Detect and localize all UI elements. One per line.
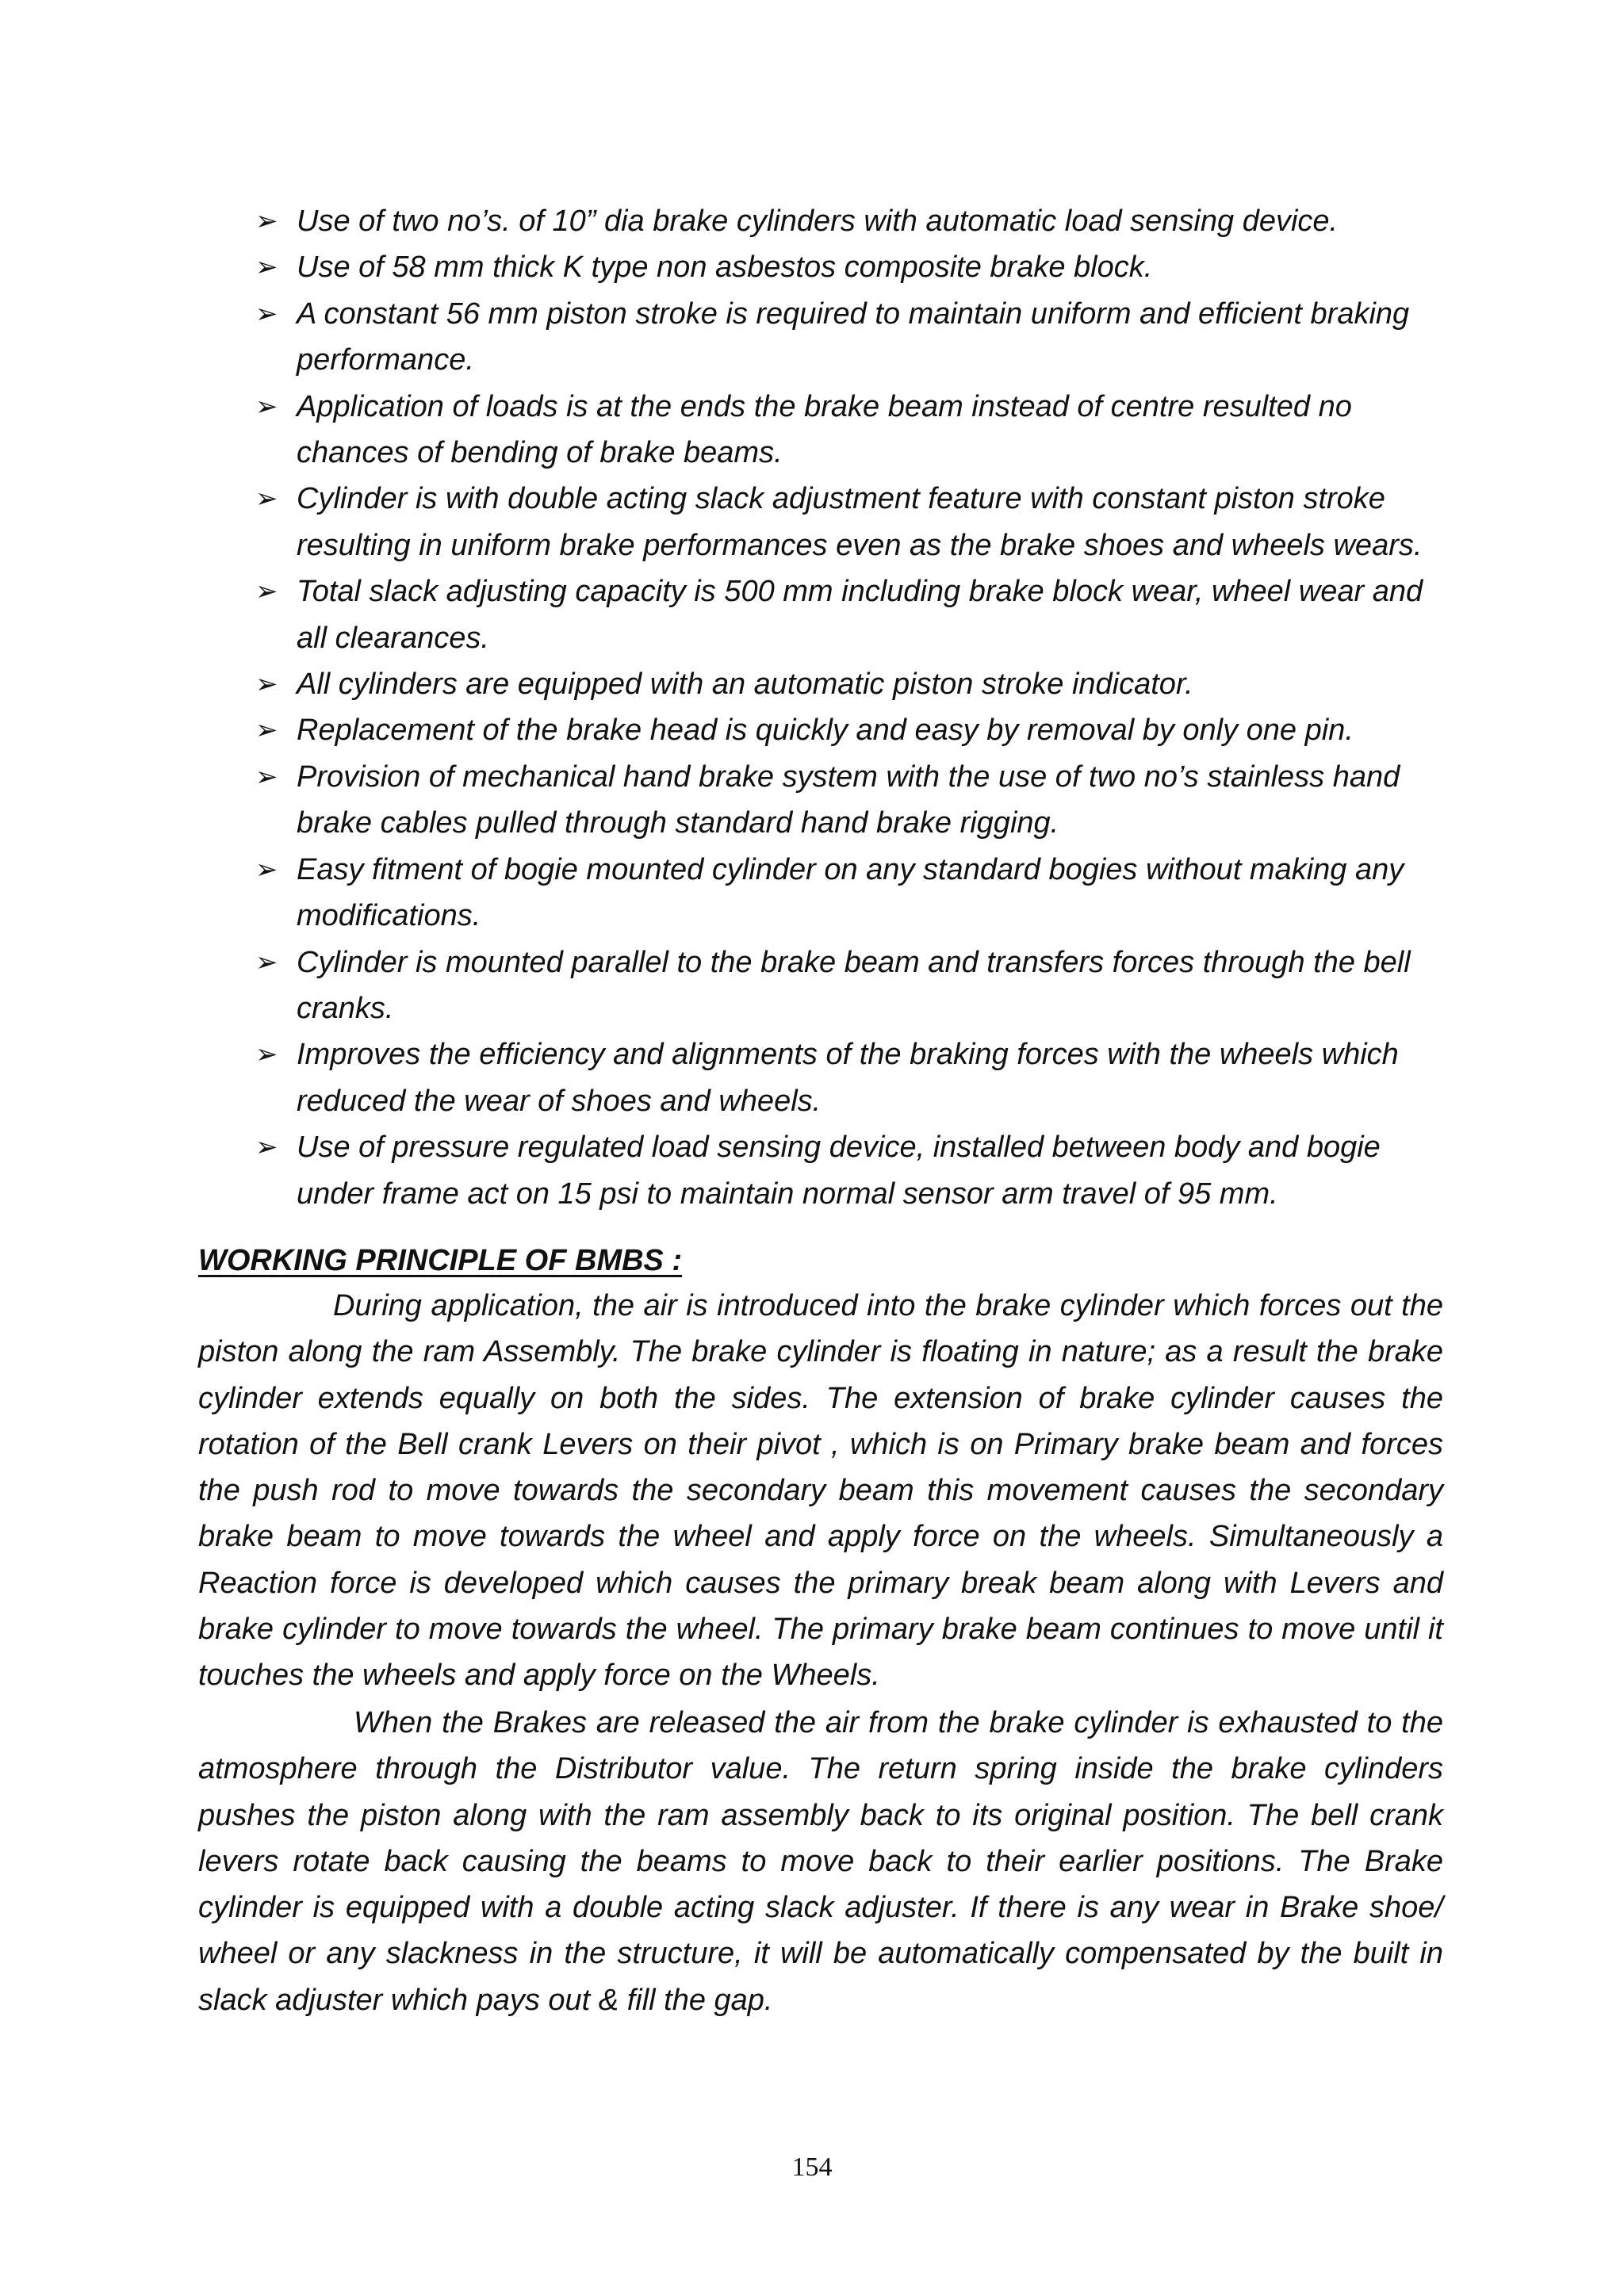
list-item-text: Replacement of the brake head is quickly and easy by removal by only one pin. bbox=[297, 714, 1354, 748]
list-item-text: A constant 56 mm piston stroke is required to maintain uniform and efficient braking performance. bbox=[297, 297, 1410, 377]
arrow-bullet-icon: ➢ bbox=[255, 761, 278, 792]
arrow-bullet-icon: ➢ bbox=[255, 391, 278, 422]
list-item bbox=[198, 244, 1443, 290]
list-item-text: Cylinder is mounted parallel to the brake beam and transfers forces through the bell cranks. bbox=[297, 945, 1411, 1025]
list-item-text: Improves the efficiency and alignments of the braking forces with the wheels which reduced the wear of shoes and wheels. bbox=[297, 1038, 1399, 1118]
list-item-text: Provision of mechanical hand brake system with the use of two no’s stainless hand brake cables pulled through standard hand brake rigging. bbox=[297, 760, 1400, 840]
arrow-bullet-icon: ➢ bbox=[255, 484, 278, 515]
arrow-bullet-icon: ➢ bbox=[255, 576, 278, 607]
list-item bbox=[198, 847, 1443, 939]
list-item bbox=[198, 1031, 1443, 1124]
list-item-text: Total slack adjusting capacity is 500 mm including brake block wear, wheel wear and all clearances. bbox=[297, 575, 1423, 655]
feature-bullet-list bbox=[198, 198, 1443, 1217]
working-principle-paragraph-1: During application, the air is introduced into the brake cylinder which forces out the piston along the ram Assembly. The brake cylinder is floating in nature; as a result the brake cylinder extends equally on both the sides. The extension of brake cylinder causes the rotation of the Bell crank Levers on their pivot , which is on Primary brake beam and forces the push rod to move towards the secondary beam this movement causes the secondary brake beam to move towards the wheel and apply force on the wheels. Simultaneously a Reaction force is developed which causes the primary break beam along with Levers and brake cylinder to move towards the wheel. The primary brake beam continues to move until it touches the wheels and apply force on the Wheels. bbox=[198, 1289, 1443, 1693]
list-item-text: All cylinders are equipped with an automatic piston stroke indicator. bbox=[297, 668, 1193, 702]
list-item-text: Easy fitment of bogie mounted cylinder on any standard bogies without making any modifications. bbox=[297, 852, 1404, 933]
list-item bbox=[198, 291, 1443, 384]
arrow-bullet-icon: ➢ bbox=[255, 1132, 278, 1163]
arrow-bullet-icon: ➢ bbox=[255, 206, 278, 236]
list-item bbox=[198, 1124, 1443, 1217]
arrow-bullet-icon: ➢ bbox=[255, 854, 278, 885]
arrow-bullet-icon: ➢ bbox=[255, 947, 278, 978]
list-item bbox=[198, 661, 1443, 707]
working-principle-paragraph-2: When the Brakes are released the air from the brake cylinder is exhausted to the atmosphere through the Distributor value. The return spring inside the brake cylinders pushes the piston along with the ram assembly back to its original position. The bell crank levers rotate back causing the beams to move back to their earlier positions. The Brake cylinder is equipped with a double acting slack adjuster. If there is any wear in Brake shoe/ wheel or any slackness in the structure, it will be automatically compensated by the built in slack adjuster which pays out & fill the gap. bbox=[198, 1706, 1443, 2017]
arrow-bullet-icon: ➢ bbox=[255, 669, 278, 700]
list-item-text: Use of 58 mm thick K type non asbestos composite brake block. bbox=[297, 251, 1153, 285]
list-item bbox=[198, 198, 1443, 244]
list-item-text: Use of two no’s. of 10” dia brake cylinders with automatic load sensing device. bbox=[297, 205, 1339, 238]
section-heading: WORKING PRINCIPLE OF BMBS : bbox=[198, 1244, 683, 1277]
arrow-bullet-icon: ➢ bbox=[255, 715, 278, 746]
list-item-text: Application of loads is at the ends the brake beam instead of centre resulted no chances of bending of brake beams. bbox=[297, 389, 1352, 470]
list-item-text: Cylinder is with double acting slack adjustment feature with constant piston stroke resulting in uniform brake performances even as the brake shoes and wheels wears. bbox=[297, 482, 1423, 562]
list-item bbox=[198, 384, 1443, 476]
list-item-text: Use of pressure regulated load sensing device, installed between body and bogie under frame act on 15 psi to maintain normal sensor arm travel of 95 mm. bbox=[297, 1131, 1381, 1211]
list-item bbox=[198, 754, 1443, 847]
list-item bbox=[198, 476, 1443, 568]
list-item bbox=[198, 707, 1443, 753]
list-item bbox=[198, 939, 1443, 1032]
arrow-bullet-icon: ➢ bbox=[255, 1039, 278, 1070]
arrow-bullet-icon: ➢ bbox=[255, 298, 278, 329]
arrow-bullet-icon: ➢ bbox=[255, 252, 278, 283]
page-number: 154 bbox=[791, 2152, 833, 2182]
list-item bbox=[198, 568, 1443, 661]
